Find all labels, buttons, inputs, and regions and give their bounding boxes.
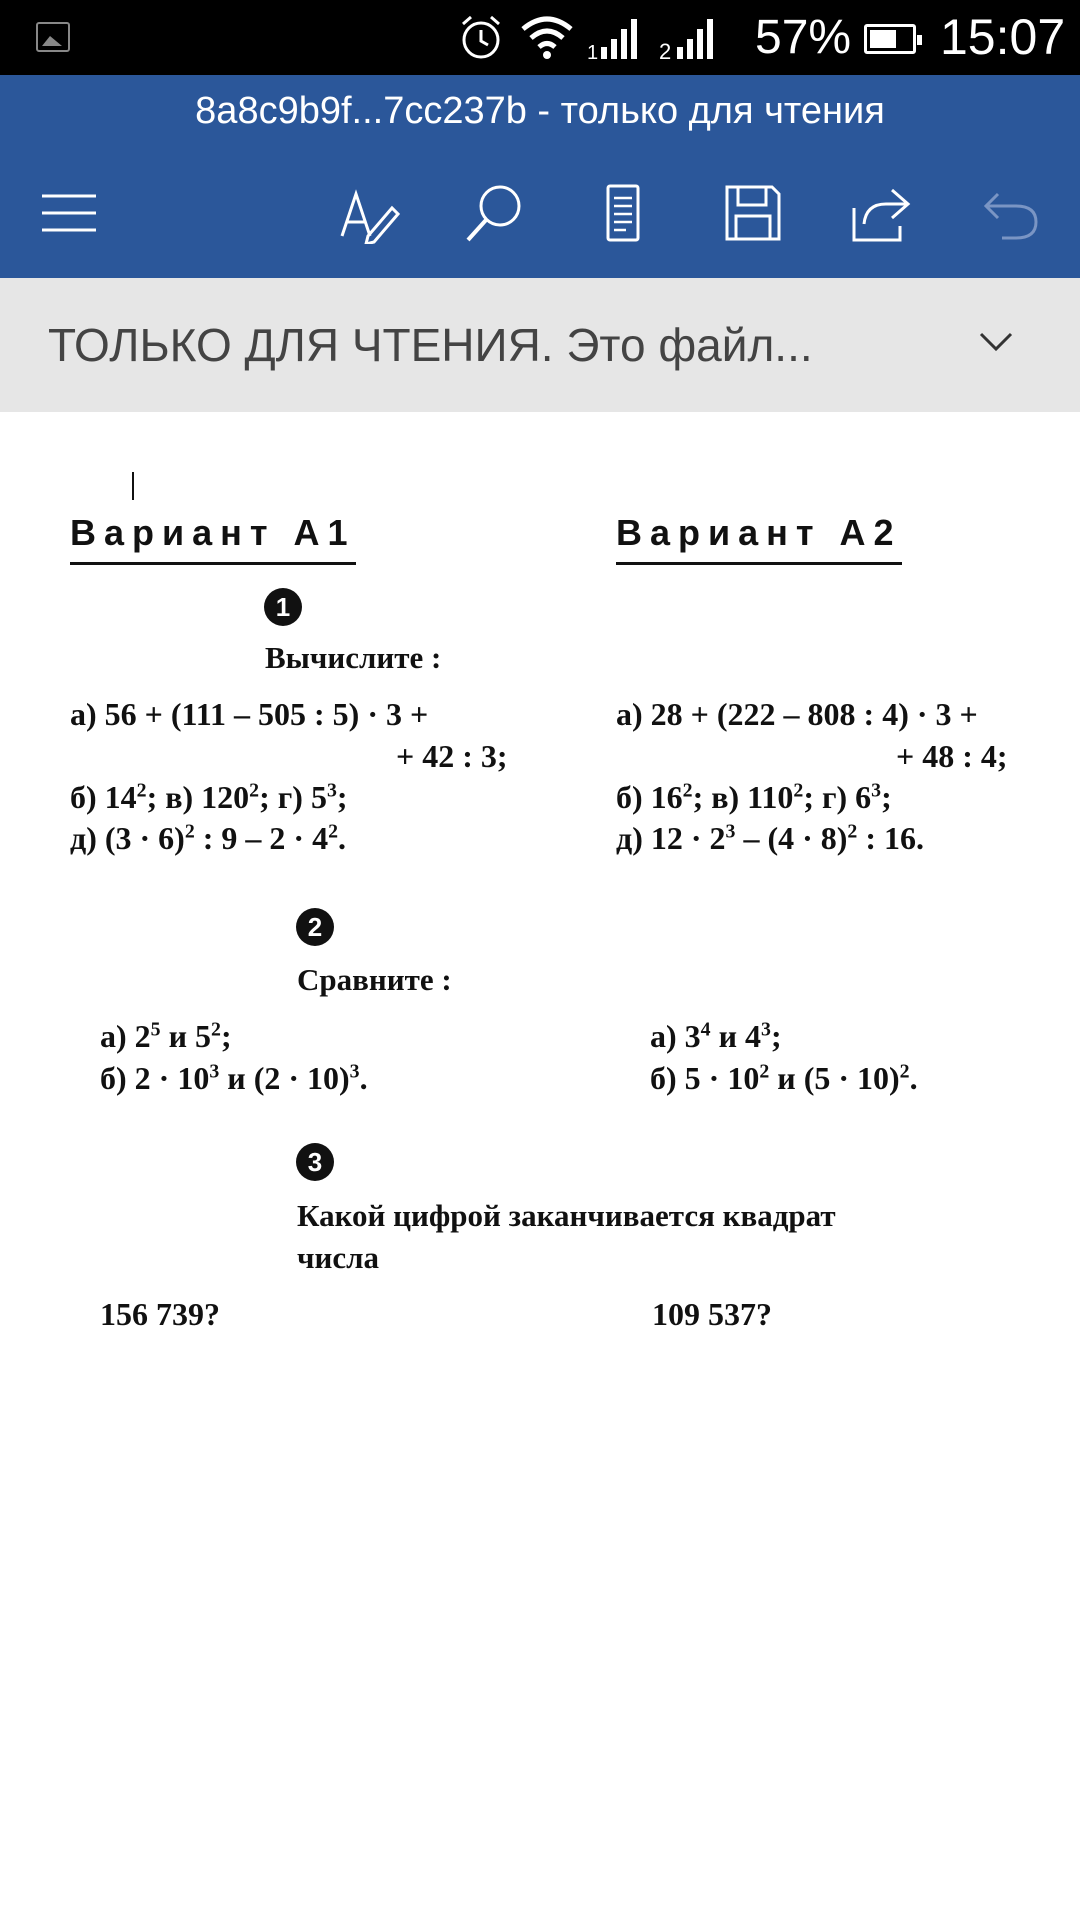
status-bar — [0, 0, 1080, 75]
alarm-icon — [455, 12, 507, 64]
task-1-number: 1 — [264, 588, 302, 626]
document-title: 8a8c9b9f...7cc237b - только для чтения — [0, 75, 1080, 148]
search-icon — [464, 182, 526, 244]
task-2-a1-item-b: б) $2 \cdot 10^3$ и $(2 \cdot 10)^3$. — [100, 1060, 368, 1096]
svg-text:1: 1 — [587, 42, 599, 61]
task-1-a1-item-a-line1: а) 56 + (111 – 505 : 5) · 3 + — [70, 696, 429, 732]
wifi-icon — [521, 15, 573, 61]
task-1-a2-items-bvg: б) $16^2$; в) $110^2$; г) $6^3$; — [616, 779, 892, 815]
task-1-a2-item-d: д) $12 \cdot 2^3 - (4 \cdot 8)^2$ : 16. — [616, 820, 924, 856]
task-3-number: 3 — [296, 1143, 334, 1181]
save-icon — [722, 182, 784, 244]
variant-a1-title: Вариант А1 — [70, 512, 356, 565]
clock: 15:07 — [940, 9, 1066, 65]
document-page[interactable] — [0, 412, 1080, 1920]
task-1-a2-item-a-line2: + 48 : 4; — [896, 738, 1008, 774]
task-1-a2-item-a-line1: а) 28 + (222 – 808 : 4) · 3 + — [616, 696, 978, 732]
menu-icon — [38, 182, 100, 244]
svg-text:2: 2 — [659, 39, 672, 61]
task-2-a2-item-b: б) $5 \cdot 10^2$ и $(5 \cdot 10)^2$. — [650, 1060, 918, 1096]
chevron-down-icon[interactable] — [978, 330, 1014, 354]
battery-percent: 57% — [755, 11, 852, 64]
image-icon — [36, 22, 70, 52]
reading-view-icon — [592, 182, 654, 244]
save-button[interactable] — [718, 178, 788, 248]
task-3-heading-line2: числа — [297, 1240, 379, 1275]
menu-button[interactable] — [34, 178, 104, 248]
read-only-banner[interactable] — [0, 278, 1080, 412]
task-2-number: 2 — [296, 908, 334, 946]
task-2-a2-item-a: а) $3^4$ и $4^3$; — [650, 1018, 782, 1054]
task-1-a1-item-d: д) $(3 \cdot 6)^2$ : $9 - 2 \cdot 4^2$. — [70, 820, 346, 856]
edit-button[interactable] — [334, 178, 404, 248]
battery-icon — [864, 24, 916, 54]
status-icons — [455, 12, 723, 64]
toolbar — [0, 148, 1080, 278]
text-cursor — [132, 472, 134, 500]
search-button[interactable] — [460, 178, 530, 248]
variant-a2-title: Вариант А2 — [616, 512, 902, 565]
edit-pen-icon — [338, 182, 400, 244]
share-icon — [850, 182, 912, 244]
read-only-banner-text: ТОЛЬКО ДЛЯ ЧТЕНИЯ. Это файл... — [48, 319, 813, 371]
undo-icon — [980, 182, 1042, 244]
signal-2-icon — [659, 15, 723, 61]
task-1-a1-items-bvg: б) $14^2$; в) $120^2$; г) $5^3$; — [70, 779, 348, 815]
task-1-a1-item-a-line2: + 42 : 3; — [396, 738, 508, 774]
task-1-heading: Вычислите : — [265, 640, 442, 675]
task-2-a1-item-a: а) $2^5$ и $5^2$; — [100, 1018, 232, 1054]
reading-view-button[interactable] — [588, 178, 658, 248]
task-2-heading: Сравните : — [297, 962, 452, 997]
share-button[interactable] — [846, 178, 916, 248]
task-3-a2-number: 109 537? — [652, 1296, 772, 1332]
undo-button[interactable] — [976, 178, 1046, 248]
signal-1-icon — [587, 15, 645, 61]
task-3-a1-number: 156 739? — [100, 1296, 220, 1332]
task-3-heading-line1: Какой цифрой заканчивается квадрат — [297, 1198, 836, 1233]
